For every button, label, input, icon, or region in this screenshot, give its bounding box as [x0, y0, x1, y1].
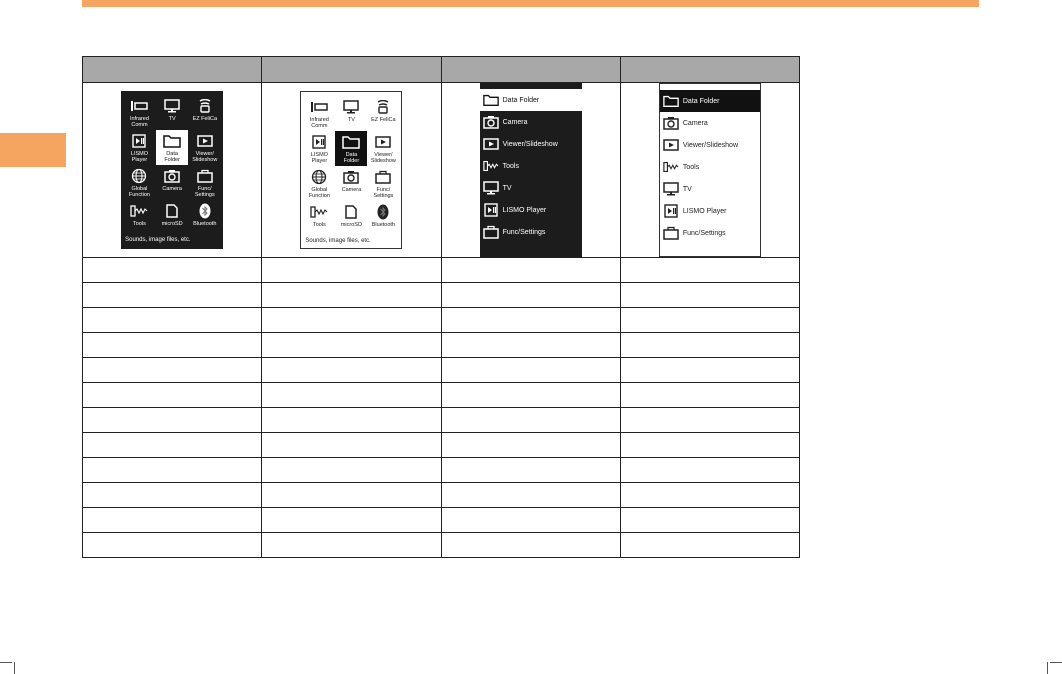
menu-grid-item[interactable]: [303, 96, 335, 131]
table-row: [83, 533, 800, 558]
lismo-icon: [663, 204, 679, 218]
folder-icon: [663, 94, 679, 108]
menu-list-item-label: Camera: [682, 119, 708, 127]
menu-list-item-label: TV: [682, 185, 692, 193]
sdcard-icon: [341, 204, 361, 220]
header-cell: [262, 57, 441, 83]
grid-menu-light-screen: [300, 91, 402, 249]
table-cell: [441, 358, 620, 383]
header-cell: [620, 57, 799, 83]
chapter-tab: [0, 133, 66, 167]
header-cell: [441, 57, 620, 83]
table-row: [83, 283, 800, 308]
grid-dark-cell: [83, 83, 262, 258]
menu-list-item-label: Camera: [502, 118, 528, 126]
viewer-icon: [373, 134, 393, 150]
menu-list-item[interactable]: [660, 112, 760, 134]
menu-list-item-label: Viewer/Slideshow: [502, 140, 558, 148]
table-cell: [83, 358, 262, 383]
folder-icon: [162, 133, 182, 149]
table-cell: [441, 508, 620, 533]
crop-mark: [0, 662, 12, 663]
menu-grid-item[interactable]: [335, 131, 367, 166]
table-cell: [620, 283, 799, 308]
briefcase-icon: [663, 226, 679, 240]
menu-grid-item-label: Func/ Settings: [194, 186, 215, 198]
table-cell: [262, 333, 441, 358]
tv-icon: [162, 98, 182, 114]
list-dark-cell: [441, 83, 620, 258]
menu-grid-item-label: Tools: [133, 221, 146, 227]
menu-grid-item-label: Func/ Settings: [373, 187, 394, 199]
menu-grid-item-label: Global Function: [308, 187, 330, 199]
menu-list-item[interactable]: [660, 222, 760, 244]
menu-grid-item-label: EZ FeliCa: [192, 116, 218, 122]
menu-footer-text: Sounds, image files, etc.: [305, 238, 371, 244]
menu-grid-item-label: TV: [347, 117, 355, 123]
menu-grid-item-label: Viewer/ Slideshow: [192, 151, 218, 163]
menu-grid-item[interactable]: [335, 96, 367, 131]
menu-grid-item[interactable]: [156, 200, 189, 235]
folder-icon: [483, 93, 499, 107]
table-row: [83, 458, 800, 483]
table-cell: [620, 533, 799, 558]
menu-grid-item[interactable]: [367, 96, 399, 131]
menu-grid-item-label: Camera: [341, 187, 362, 193]
menu-list-item-label: Tools: [502, 162, 519, 170]
menu-grid-item-label: Infrared Comm: [309, 117, 329, 129]
table-cell: [620, 483, 799, 508]
table-row: [83, 483, 800, 508]
crop-mark: [14, 662, 15, 674]
infrared-icon: [309, 99, 329, 115]
table-cell: [620, 383, 799, 408]
table-cell: [441, 283, 620, 308]
camera-icon: [341, 169, 361, 185]
menu-grid-item-label: Global Function: [128, 186, 150, 198]
table-cell: [83, 433, 262, 458]
menu-grid-item[interactable]: [156, 95, 189, 130]
menu-grid-item-label: Infrared Comm: [129, 116, 149, 128]
menu-grid-item[interactable]: [188, 165, 221, 200]
menu-grid-item-label: LISMO Player: [310, 152, 328, 164]
felica-icon: [373, 99, 393, 115]
grid-menu-dark-screen: [121, 91, 223, 249]
table-cell: [83, 508, 262, 533]
crop-mark: [1047, 662, 1048, 674]
table-cell: [441, 533, 620, 558]
menu-grid-item[interactable]: [303, 131, 335, 166]
table-cell: [262, 383, 441, 408]
table-cell: [441, 258, 620, 283]
menu-list-item-label: Viewer/Slideshow: [682, 141, 738, 149]
table-row: [83, 333, 800, 358]
tools-icon: [483, 159, 499, 173]
menu-grid-item[interactable]: [188, 130, 221, 165]
bluetooth-icon: [195, 203, 215, 219]
menu-style-table: [82, 56, 800, 558]
menu-grid-item[interactable]: [367, 131, 399, 166]
list-menu-dark-screen: [480, 83, 582, 257]
table-cell: [441, 408, 620, 433]
menu-grid-item-label: Bluetooth: [371, 222, 395, 228]
table-cell: [262, 433, 441, 458]
menu-list-item[interactable]: [480, 199, 582, 221]
table-cell: [620, 433, 799, 458]
menu-grid-item-label: Bluetooth: [193, 221, 217, 227]
viewer-icon: [663, 138, 679, 152]
menu-grid-item-label: microSD: [161, 221, 183, 227]
table-cell: [620, 358, 799, 383]
top-accent-bar: [82, 0, 979, 7]
table-cell: [83, 458, 262, 483]
table-cell: [620, 333, 799, 358]
briefcase-icon: [373, 169, 393, 185]
menu-list-item[interactable]: [660, 200, 760, 222]
table-cell: [620, 408, 799, 433]
viewer-icon: [195, 133, 215, 149]
menu-grid-item[interactable]: [188, 95, 221, 130]
lismo-icon: [129, 133, 149, 149]
table-row: [83, 383, 800, 408]
table-cell: [620, 308, 799, 333]
menu-list-item-label: LISMO Player: [502, 206, 547, 214]
tv-icon: [663, 182, 679, 196]
tools-icon: [663, 160, 679, 174]
table-row: [83, 433, 800, 458]
tools-icon: [309, 204, 329, 220]
menu-grid-item[interactable]: [123, 165, 156, 200]
menu-list-item-label: Func/Settings: [682, 229, 726, 237]
briefcase-icon: [195, 168, 215, 184]
menu-footer-text: Sounds, image files, etc.: [125, 237, 191, 243]
table-cell: [83, 483, 262, 508]
table-cell: [83, 258, 262, 283]
table-cell: [262, 258, 441, 283]
table-cell: [620, 458, 799, 483]
tv-icon: [483, 181, 499, 195]
menu-list-item-label: Func/Settings: [502, 228, 546, 236]
menu-list-item-label: Tools: [682, 163, 700, 171]
table-cell: [620, 508, 799, 533]
camera-icon: [162, 168, 182, 184]
felica-icon: [195, 98, 215, 114]
table-cell: [83, 408, 262, 433]
menu-list-item[interactable]: [660, 134, 760, 156]
table-cell: [441, 433, 620, 458]
menu-list-item-label: Data Folder: [502, 96, 540, 104]
tools-icon: [129, 203, 149, 219]
table-cell: [83, 383, 262, 408]
table-cell: [441, 458, 620, 483]
table-cell: [83, 333, 262, 358]
table-cell: [441, 308, 620, 333]
table-cell: [620, 258, 799, 283]
menu-list-item[interactable]: [480, 89, 582, 111]
list-menu-light-screen: [659, 83, 761, 257]
menu-grid-item[interactable]: [123, 130, 156, 165]
menu-grid-item[interactable]: [123, 95, 156, 130]
menu-grid-item[interactable]: [188, 200, 221, 235]
menu-list-item-label: Data Folder: [682, 97, 720, 105]
menu-grid-item-label: Viewer/ Slideshow: [370, 152, 396, 164]
lismo-icon: [309, 134, 329, 150]
menu-list-item-label: LISMO Player: [682, 207, 727, 215]
folder-icon: [341, 134, 361, 150]
table-cell: [441, 333, 620, 358]
sdcard-icon: [162, 203, 182, 219]
menu-grid-item[interactable]: [123, 200, 156, 235]
header-cell: [83, 57, 262, 83]
camera-icon: [663, 116, 679, 130]
menu-grid-item[interactable]: [156, 165, 189, 200]
menu-list-item[interactable]: [480, 111, 582, 133]
table-cell: [262, 358, 441, 383]
menu-list-item[interactable]: [660, 90, 760, 112]
table-header-row: [83, 57, 800, 83]
menu-list-item[interactable]: [660, 178, 760, 200]
menu-grid-item[interactable]: [156, 130, 189, 165]
table-row: [83, 358, 800, 383]
menu-grid-item[interactable]: [303, 166, 335, 201]
tv-icon: [341, 99, 361, 115]
menu-list-item-label: TV: [502, 184, 512, 192]
list-light-cell: [620, 83, 799, 258]
grid-light-cell: [262, 83, 441, 258]
globe-icon: [129, 168, 149, 184]
table-cell: [262, 533, 441, 558]
table-row: [83, 508, 800, 533]
table-cell: [83, 308, 262, 333]
table-row: [83, 258, 800, 283]
menu-list-item[interactable]: [480, 155, 582, 177]
menu-grid-item-label: TV: [168, 116, 176, 122]
menu-grid-item[interactable]: [303, 201, 335, 236]
menu-grid-item-label: EZ FeliCa: [371, 117, 396, 123]
menu-grid-item[interactable]: [367, 201, 399, 236]
lismo-icon: [483, 203, 499, 217]
menu-grid-item[interactable]: [335, 201, 367, 236]
table-cell: [83, 533, 262, 558]
globe-icon: [309, 169, 329, 185]
table-cell: [262, 508, 441, 533]
table-cell: [262, 483, 441, 508]
viewer-icon: [483, 137, 499, 151]
menu-list-item[interactable]: [660, 156, 760, 178]
infrared-icon: [129, 98, 149, 114]
menu-list-item[interactable]: [480, 177, 582, 199]
menu-grid-item[interactable]: [367, 166, 399, 201]
menu-grid-item-label: microSD: [340, 222, 362, 228]
table-row: [83, 308, 800, 333]
table-cell: [262, 408, 441, 433]
table-cell: [441, 383, 620, 408]
table-cell: [262, 283, 441, 308]
menu-list-item[interactable]: [480, 221, 582, 243]
menu-grid-item-label: Data Folder: [164, 151, 180, 163]
menu-grid-item[interactable]: [335, 166, 367, 201]
menu-grid-item-label: LISMO Player: [130, 151, 149, 163]
screenshot-row: [83, 83, 800, 258]
menu-grid-item-label: Data Folder: [343, 152, 360, 164]
briefcase-icon: [483, 225, 499, 239]
table-row: [83, 408, 800, 433]
menu-grid-item-label: Tools: [312, 222, 326, 228]
camera-icon: [483, 115, 499, 129]
crop-mark: [1050, 662, 1062, 663]
menu-grid-item-label: Camera: [162, 186, 182, 192]
table-cell: [83, 283, 262, 308]
table-cell: [262, 308, 441, 333]
bluetooth-icon: [373, 204, 393, 220]
menu-list-item[interactable]: [480, 133, 582, 155]
table-cell: [441, 483, 620, 508]
table-cell: [262, 458, 441, 483]
